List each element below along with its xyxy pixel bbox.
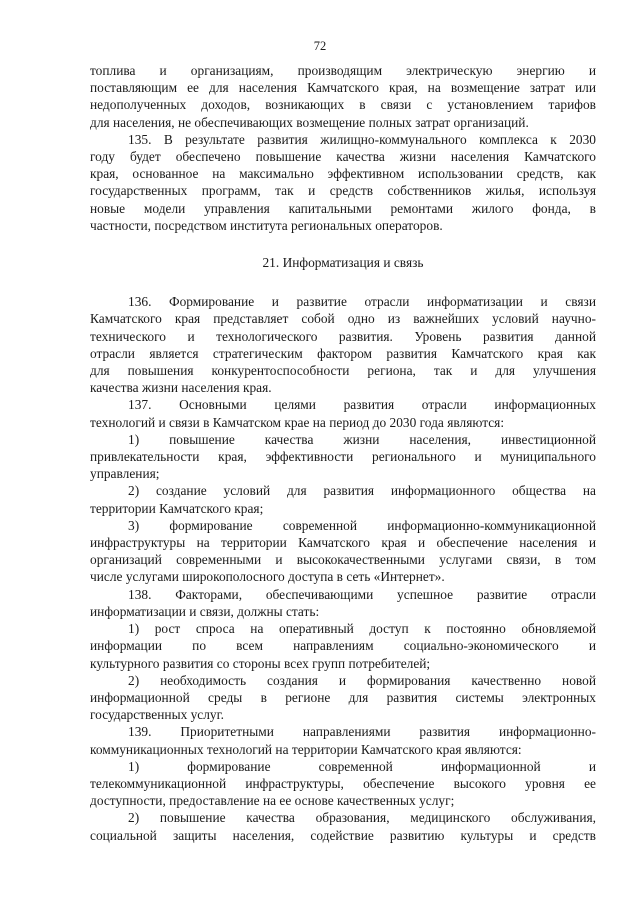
text-line: информатизации и связи, должны стать: bbox=[90, 603, 320, 619]
text-line: году будет обеспечено повышение качества жизни населения Камчатского bbox=[90, 149, 596, 165]
text-line: государственных программ, так и средств собственников жилья, используя bbox=[90, 183, 596, 199]
text-line: 136. Формирование и развитие отрасли информатизации и связи bbox=[128, 294, 596, 310]
paragraph bbox=[90, 131, 596, 234]
text-line: 1) формирование современной информационной и bbox=[128, 758, 596, 774]
text-line: 135. В результате развития жилищно-коммунального комплекса к 2030 bbox=[128, 131, 596, 147]
text-line: для повышения конкурентоспособности региона, так и для улучшения bbox=[90, 363, 596, 379]
paragraph bbox=[90, 431, 596, 483]
page-number: 72 bbox=[313, 39, 327, 53]
text-line: привлекательности края, эффективности регионального и муниципального bbox=[90, 449, 596, 465]
text-line: доступности, предоставление на ее основе качественных услуг; bbox=[90, 793, 455, 809]
paragraph bbox=[90, 758, 596, 810]
text-line: 1) рост спроса на оперативный доступ к постоянно обновляемой bbox=[128, 621, 596, 637]
text-line: Камчатского края представляет собой одно из важнейших условий научно- bbox=[90, 311, 596, 327]
text-line: информации по всем направлениям социально-экономического и bbox=[90, 638, 596, 654]
paragraph bbox=[90, 293, 596, 396]
text-line: края, основанное на максимально эффективном использовании средств, как bbox=[90, 166, 596, 182]
text-line: качества жизни населения края. bbox=[90, 380, 272, 396]
text-line: недополученных доходов, возникающих в связи с установлением тарифов bbox=[90, 97, 596, 113]
text-line: для населения, не обеспечивающих возмещение полных затрат организаций. bbox=[90, 114, 529, 130]
text-line: информационной среды в регионе для развития системы электронных bbox=[90, 689, 596, 705]
text-line: числе услугами широкополосного доступа в сеть «Интернет». bbox=[90, 569, 445, 585]
text-line: 139. Приоритетными направлениями развития информационно- bbox=[128, 724, 596, 740]
text-line: организаций современными и высококачественными услугами связи, в том bbox=[90, 552, 596, 568]
paragraph bbox=[90, 672, 596, 724]
text-line: 1) повышение качества жизни населения, инвестиционной bbox=[128, 431, 596, 447]
text-line: 2) повышение качества образования, медицинского обслуживания, bbox=[128, 810, 596, 826]
text-line: государственных услуг. bbox=[90, 707, 224, 723]
text-line: 2) создание условий для развития информационного общества на bbox=[128, 483, 596, 499]
text-line: 138. Факторами, обеспечивающими успешное развитие отрасли bbox=[128, 586, 596, 602]
text-section-before-heading bbox=[90, 62, 596, 234]
paragraph bbox=[90, 62, 596, 131]
text-line: технического и технологического развития. Уровень развития данной bbox=[90, 328, 596, 344]
text-line: отрасли является стратегическим фактором развития Камчатского края как bbox=[90, 345, 596, 361]
paragraph bbox=[90, 517, 596, 586]
paragraph bbox=[90, 723, 596, 757]
text-line: частности, посредством института региональных операторов. bbox=[90, 217, 443, 233]
text-line: управления; bbox=[90, 466, 160, 482]
text-line: 3) формирование современной информационно-коммуникационной bbox=[128, 517, 596, 533]
paragraph bbox=[90, 482, 596, 516]
page-content bbox=[90, 62, 596, 844]
text-line: инфраструктуры на территории Камчатского края и обеспечение населения и bbox=[90, 535, 596, 551]
text-line: территории Камчатского края; bbox=[90, 500, 264, 516]
text-line: новые модели управления капитальными ремонтами жилого фонда, в bbox=[90, 200, 596, 216]
text-line: поставляющим ее для населения Камчатского края, на возмещение затрат или bbox=[90, 80, 596, 96]
text-line: технологий и связи в Камчатском крае на период до 2030 года являются: bbox=[90, 414, 505, 430]
text-line: телекоммуникационной инфраструктуры, обеспечение высокого уровня ее bbox=[90, 775, 596, 791]
paragraph bbox=[90, 809, 596, 843]
text-line: культурного развития со стороны всех групп потребителей; bbox=[90, 655, 431, 671]
section-heading: 21. Информатизация и связь bbox=[262, 255, 424, 271]
text-section-after-heading bbox=[90, 293, 596, 844]
paragraph bbox=[90, 396, 596, 430]
paragraph bbox=[90, 620, 596, 672]
text-line: топлива и организациям, производящим электрическую энергию и bbox=[90, 63, 596, 78]
text-line: коммуникационных технологий на территории Камчатского края являются: bbox=[90, 741, 522, 757]
text-line: 137. Основными целями развития отрасли информационных bbox=[128, 397, 596, 413]
paragraph bbox=[90, 586, 596, 620]
text-line: 2) необходимость создания и формирования качественно новой bbox=[128, 672, 596, 688]
text-line: социальной защиты населения, содействие развитию культуры и средств bbox=[90, 827, 596, 843]
